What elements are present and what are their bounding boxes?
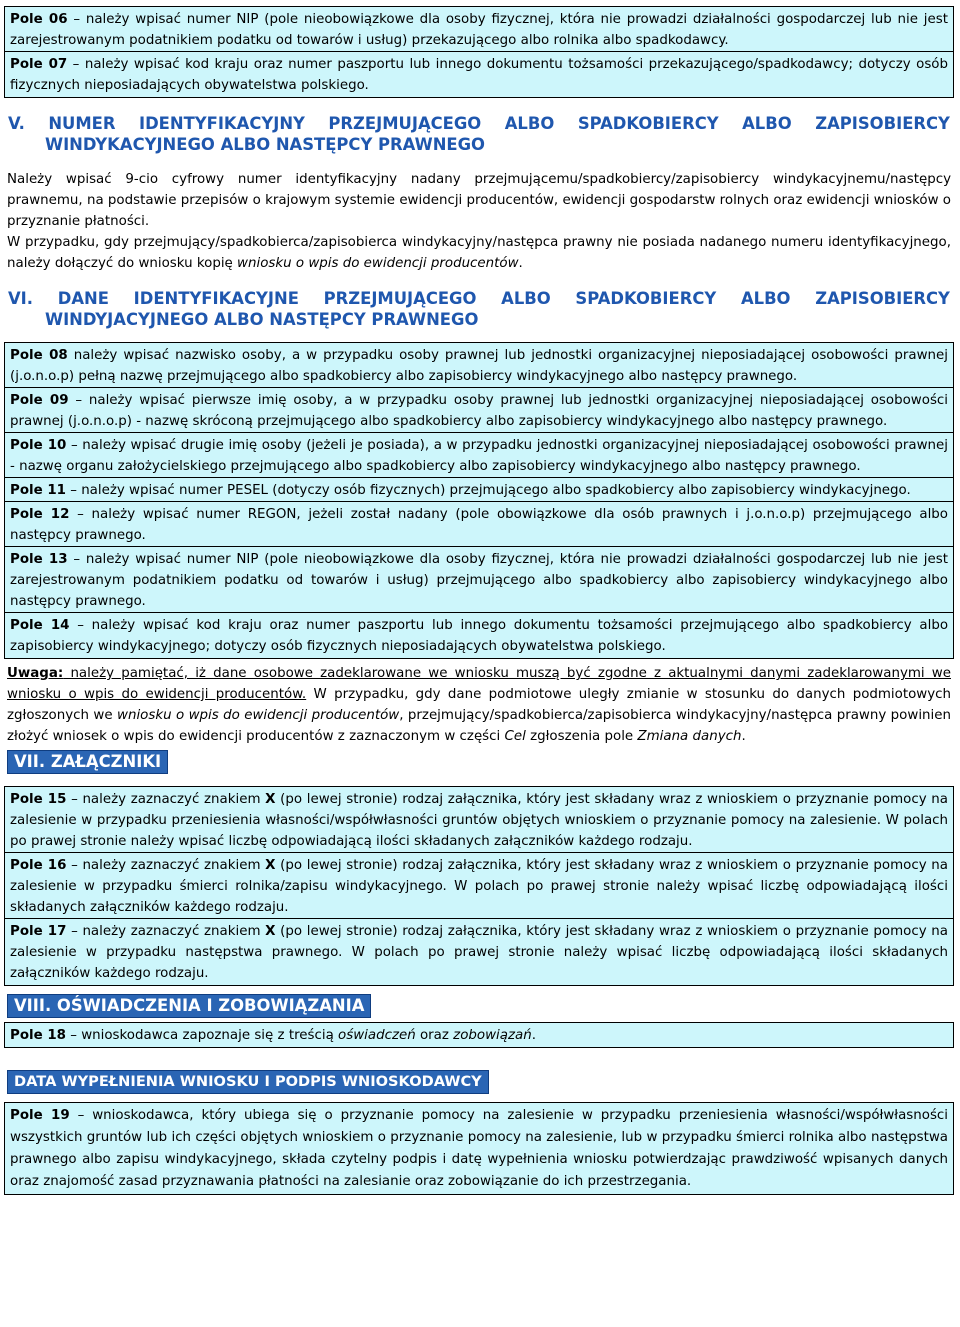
field-text: – należy zaznaczyć znakiem [66,858,266,873]
field-text: – należy wpisać kod kraju oraz numer paszportu lub innego dokumentu tożsamości przejmującego albo spadkobiercy albo zapisobiercy windykacyjnego; dotyczy osób fizycznych nieposiadających obywatelstwa polskiego. [10,618,949,654]
field-mark: X [265,792,276,807]
section-v-paragraph-2 [4,232,954,274]
field-06 [5,7,953,51]
field-text: – należy wpisać numer PESEL (dotyczy osób fizycznych) przejmującego albo spadkobiercy albo zapisobiercy windykacyjnego. [65,483,911,498]
section-viii-title: VIII. OŚWIADCZENIA I ZOBOWIĄZANIA [7,994,371,1018]
field-label: Pole 09 [10,393,69,408]
heading-word: DANE [57,289,109,308]
section-v-heading [4,112,954,155]
field-text: (po lewej stronie) rodzaj załącznika, który jest składany wraz z wnioskiem o przyznanie pomocy na zalesienie w przypadku przeniesienia własności/współwłasności gruntów objętych wnioskiem o przyznanie pomocy na zalesienie. W polach po prawej stronie należy wpisać liczbę odpowiadającą ilości składanych załączników każdego rodzaju. [10,792,949,849]
note-text: . [741,729,746,744]
field-text: (po lewej stronie) rodzaj załącznika, który jest składany wraz z wnioskiem o przyznanie pomocy na zalesienie w przypadku śmierci rolnika/zapisu windykacyjnego. W polach po prawej stronie należy wpisać liczbę odpowiadającą ilości składanych załączników każdego rodzaju. [10,858,949,915]
heading-word: ZAPISOBIERCY [815,114,950,133]
fields-box-18 [4,1022,954,1048]
fields-box-19 [4,1102,954,1195]
field-text: – wnioskodawca zapoznaje się z treścią [65,1028,339,1043]
signature-section-title: DATA WYPEŁNIENIA WNIOSKU I PODPIS WNIOSKODAWCY [7,1070,489,1094]
signature-section-header [7,1070,951,1094]
heading-line-1 [8,113,950,134]
field-label: Pole 06 [10,12,68,27]
field-text: – wnioskodawca, który ubiega się o przyznanie pomocy na zalesienie w przypadku przeniesienia własności/współwłasności wszystkich gruntów lub ich części objętych wnioskiem o przyznanie pomocy na zalesienie, lub w przypadku śmierci rolnika albo następstwa prawnego albo zapisu windykacyjnego, składa czytelny podpis i datę wypełnienia wniosku potwierdzając prawdziwość wpisanych danych oraz znajomość zasad przyznawania płatności na zalesianie oraz zobowiązanie do ich przestrzegania. [10,1108,949,1189]
field-label: Pole 08 [10,348,68,363]
field-text: – należy wpisać numer NIP (pole nieobowiązkowe dla osoby fizycznej, która nie prowadzi działalności gospodarczej lub nie jest zarejestrowanym podatnikiem podatku od towarów i usług) przekazującego albo rolnika albo spadkodawcy. [10,12,948,48]
field-18 [5,1023,953,1047]
fields-box-15-17 [4,786,954,986]
section-vii-header [7,750,951,774]
field-label: Pole 14 [10,618,70,633]
heading-word: NUMER [48,114,116,133]
field-07 [5,51,953,97]
field-label: Pole 15 [10,792,67,807]
field-italic: oświadczeń [338,1028,416,1043]
heading-word: IDENTYFIKACYJNE [133,289,299,308]
document-page [4,6,954,1201]
heading-word: SPADKOBIERCY [577,114,719,133]
section-viii-header [7,994,951,1018]
field-text: – należy wpisać numer REGON, jeżeli został nadany (pole obowiązkowe dla osób prawnych i j.o.n.o.p) przejmującego albo następcy prawnego. [10,507,948,543]
field-text: (po lewej stronie) rodzaj załącznika, który jest składany wraz z wnioskiem o przyznanie pomocy na zalesienie w przypadku następstwa prawnego. W polach po prawej stronie należy wpisać liczbę odpowiadającą ilości składanych załączników każdego rodzaju. [10,924,949,981]
note-underlined-text: należy pamiętać, iż dane osobowe zadeklarowane we wniosku muszą być zgodne z aktualnymi danymi zadeklarowanymi we wniosku o wpis do ewidencji producentów. [7,666,951,702]
section-number: V. [8,114,25,133]
heading-line-2: WINDYKACYJNEGO ALBO NASTĘPCY PRAWNEGO [45,135,485,154]
field-label: Pole 10 [10,438,67,453]
paragraph-text: W przypadku, gdy przejmujący/spadkobierca/zapisobierca windykacyjny/następca prawny nie posiada nadanego numeru identyfikacyjnego, należy dołączyć do wniosku kopię [7,235,951,271]
heading-line-1 [8,288,950,309]
heading-word: PRZEJMUJĄCEGO [328,114,482,133]
paragraph-italic: wniosku o wpis do ewidencji producentów [237,256,519,271]
field-10 [5,432,953,477]
section-vi-heading [4,287,954,330]
field-label: Pole 11 [10,483,66,498]
field-label: Pole 16 [10,858,67,873]
field-mark: X [265,858,276,873]
field-label: Pole 07 [10,57,68,72]
field-text: . [531,1028,536,1043]
field-09 [5,387,953,432]
field-text: – należy zaznaczyć znakiem [66,924,266,939]
heading-word: SPADKOBIERCY [575,289,717,308]
field-16 [5,852,953,918]
heading-word: ALBO [501,289,551,308]
section-number: VI. [8,289,34,308]
field-text: – należy wpisać kod kraju oraz numer paszportu lub innego dokumentu tożsamości przekazującego/spadkodawcy; dotyczy osób fizycznych nieposiadających obywatelstwa polskiego. [10,57,948,93]
field-12 [5,501,953,546]
field-15 [5,787,953,852]
field-italic: zobowiązań [453,1028,532,1043]
field-text: – należy zaznaczyć znakiem [66,792,266,807]
field-label: Pole 17 [10,924,67,939]
note-text: , przejmujący/spadkobierca/zapisobierca windykacyjny/następca prawny powinien złożyć wniosek o wpis do ewidencji producentów z zaznaczonym w części [7,708,951,744]
heading-line-2: WINDYJACYJNEGO ALBO NASTĘPCY PRAWNEGO [45,310,479,329]
fields-box-06-07 [4,6,954,98]
field-17 [5,918,953,985]
heading-word: ALBO [740,289,791,308]
heading-word: IDENTYFIKACYJNY [138,114,305,133]
fields-box-08-14 [4,342,954,659]
note-italic: Cel [504,729,526,744]
note-italic: wniosku o wpis do ewidencji producentów [117,708,400,723]
note-text: zgłoszenia pole [525,729,638,744]
paragraph-text: . [518,256,523,271]
field-19 [5,1103,953,1194]
field-text: oraz [415,1028,454,1043]
heading-word: ZAPISOBIERCY [815,289,950,308]
field-mark: X [265,924,276,939]
field-text: – należy wpisać drugie imię osoby (jeżeli je posiada), a w przypadku jednostki organizacyjnej nieposiadającej osobowości prawnej - nazwę organu założycielskiego przejmującego albo spadkobiercy albo zapisobiercy windykacyjnego albo następcy prawnego. [10,438,948,474]
section-vii-title: VII. ZAŁĄCZNIKI [7,750,168,774]
field-14 [5,612,953,658]
field-text: należy wpisać nazwisko osoby, a w przypadku osoby prawnej lub jednostki organizacyjnej nieposiadającej osobowości prawnej (j.o.n.o.p) pełną nazwę przejmującego albo spadkobiercy albo zapisobiercy windykacyjnego albo następcy prawnego. [10,348,948,384]
field-label: Pole 18 [10,1028,66,1043]
field-label: Pole 12 [10,507,70,522]
field-13 [5,546,953,612]
field-11 [5,477,953,501]
note-text: W przypadku, gdy dane podmiotowe uległy zmianie w stosunku do danych podmiotowych zgłoszonych we [7,687,952,723]
heading-word: ALBO [742,114,792,133]
heading-word: ALBO [504,114,555,133]
field-label: Pole 19 [10,1108,70,1123]
note-paragraph [4,663,954,747]
heading-word: PRZEJMUJĄCEGO [323,289,477,308]
field-label: Pole 13 [10,552,68,567]
field-text: – należy wpisać pierwsze imię osoby, a w przypadku osoby prawnej lub jednostki organizacyjnej nieposiadającej osobowości prawnej (j.o.n.o.p) - nazwę skróconą przejmującego albo spadkobiercy albo zapisobiercy windykacyjnego albo następcy prawnego. [10,393,948,429]
section-v-paragraph-1: Należy wpisać 9-cio cyfrowy numer identyfikacyjny nadany przejmującemu/spadkobiercy/zapisobiercy windykacyjnemu/następcy prawnemu, na podstawie przepisów o krajowym systemie ewidencji producentów, ewidencji gospodarstw rolnych oraz ewidencji wniosków o przyznanie płatności. [7,172,951,229]
field-text: – należy wpisać numer NIP (pole nieobowiązkowe dla osoby fizycznej, która nie prowadzi działalności gospodarczej lub nie jest zarejestrowanym podatnikiem podatku od towarów i usług) przejmującego albo spadkobiercy albo zapisobiercy windykacyjnego albo następcy prawnego. [10,552,948,609]
field-08 [5,343,953,387]
note-italic: Zmiana danych [637,729,742,744]
note-label: Uwaga: [7,666,64,681]
